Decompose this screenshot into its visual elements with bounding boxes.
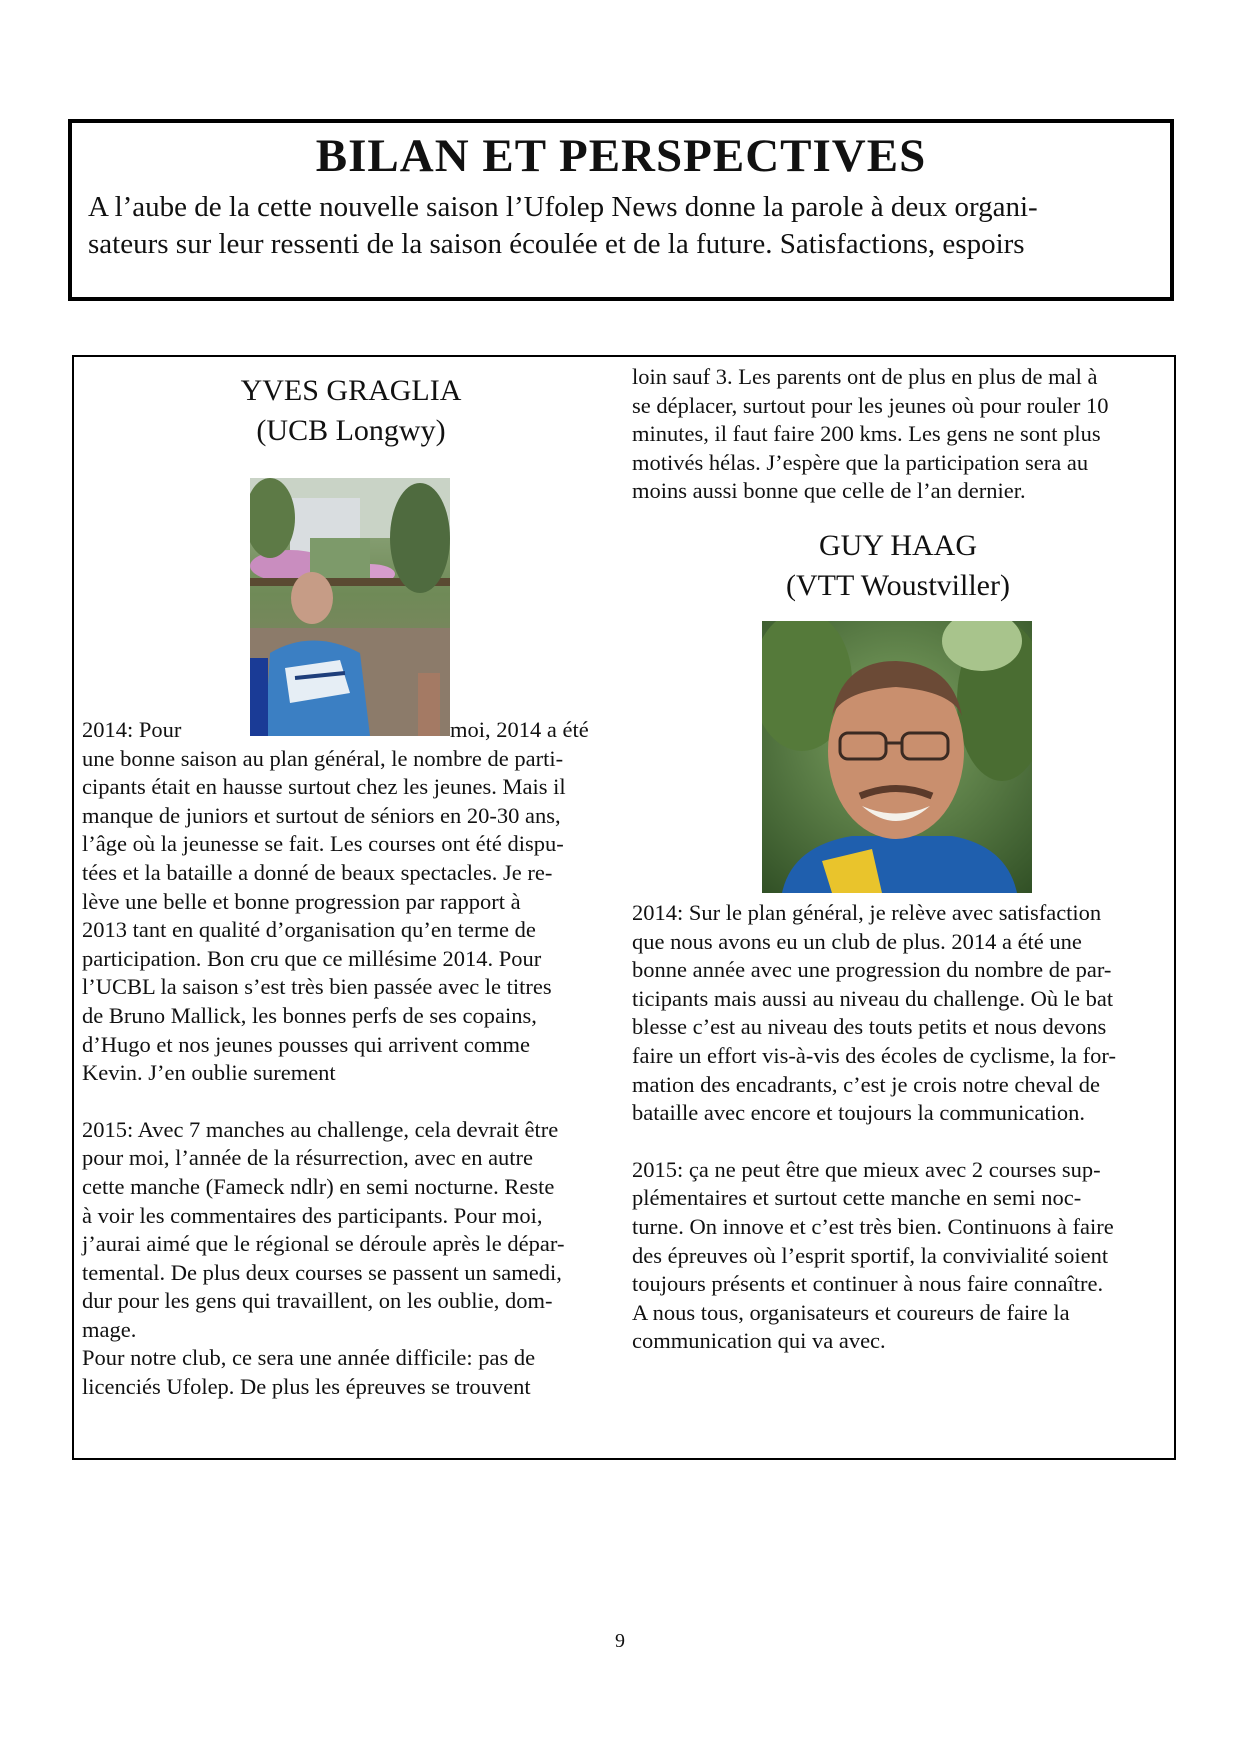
text-line: licenciés Ufolep. De plus les épreuves se trouvent [82, 1374, 531, 1400]
right-person-name: GUY HAAG [818, 528, 978, 562]
right-2015-paragraph [632, 1156, 1164, 1356]
left-portrait-photo [250, 478, 450, 736]
text-line: communication qui va avec. [632, 1328, 886, 1354]
text-line: turne. On innove et c’est très bien. Continuons à faire [632, 1213, 1114, 1239]
page-number: 9 [615, 1630, 625, 1652]
text-line: participation. Bon cru que ce millésime 2014. Pour [82, 945, 542, 971]
text-line: bataille avec encore et toujours la communication. [632, 1100, 1085, 1126]
text-line: manque de juniors et surtout de séniors en 20-30 ans, [82, 802, 561, 828]
text-line: dur pour les gens qui travaillent, on les oublie, dom- [82, 1288, 553, 1314]
text-line: pour moi, l’année de la résurrection, avec en autre [82, 1145, 534, 1171]
text-line: motivés hélas. J’espère que la participation sera au [632, 449, 1089, 475]
text-line: loin sauf 3. Les parents ont de plus en plus de mal à [632, 364, 1098, 389]
text-line: d’Hugo et nos jeunes pousses qui arrivent comme [82, 1031, 531, 1057]
page-title: BILAN ET PERSPECTIVES [315, 130, 927, 182]
text-line: l’âge où la jeunesse se fait. Les courses ont été dispu- [82, 831, 564, 857]
text-line: plémentaires et surtout cette manche en semi noc- [632, 1185, 1082, 1211]
text-line: des épreuves où l’esprit sportif, la convivialité soient [632, 1242, 1109, 1268]
article-box [72, 355, 1176, 1460]
left-2014-start: 2014: Pour [82, 717, 182, 742]
right-continuation-paragraph [632, 363, 1164, 506]
text-line: ticipants mais aussi au niveau du challenge. Où le bat [632, 985, 1114, 1011]
text-line: mage. [82, 1316, 137, 1342]
text-line: une bonne saison au plan général, le nombre de parti- [82, 745, 564, 771]
text-line: temental. De plus deux courses se passent un samedi, [82, 1259, 562, 1285]
right-2014-paragraph [632, 899, 1164, 1128]
right-portrait-photo [762, 621, 1164, 893]
text-line: minutes, il faut faire 200 kms. Les gens ne sont plus [632, 421, 1101, 447]
right-column [632, 357, 1164, 1356]
left-2014-after-photo: moi, 2014 a été [450, 717, 589, 742]
text-line: 2015: Avec 7 manches au challenge, cela devrait être [82, 1116, 559, 1142]
text-line: faire un effort vis-à-vis des écoles de cyclisme, la for- [632, 1042, 1116, 1068]
text-line: Pour notre club, ce sera une année difficile: pas de [82, 1345, 536, 1371]
text-line: cette manche (Fameck ndlr) en semi nocturne. Reste [82, 1173, 555, 1199]
text-line: bonne année avec une progression du nombre de par- [632, 957, 1112, 983]
text-line: tées et la bataille a donné de beaux spectacles. Je re- [82, 859, 553, 885]
intro-line-1: A l’aube de la cette nouvelle saison l’Ufolep News donne la parole à deux organi- [88, 190, 1038, 223]
text-line: 2014: Sur le plan général, je relève avec satisfaction [632, 899, 1102, 925]
intro-line-2: sateurs sur leur ressenti de la saison écoulée et de la future. Satisfactions, espoirs [88, 228, 1025, 261]
text-line: se déplacer, surtout pour les jeunes où pour rouler 10 [632, 392, 1109, 418]
left-person-name: YVES GRAGLIA [240, 374, 462, 407]
text-line: que nous avons eu un club de plus. 2014 a été une [632, 928, 1082, 954]
text-line: à voir les commentaires des participants. Pour moi, [82, 1202, 543, 1228]
text-line: mation des encadrants, c’est je crois notre cheval de [632, 1071, 1100, 1097]
text-line: Kevin. J’en oublie surement [82, 1060, 336, 1086]
text-line: de Bruno Mallick, les bonnes perfs de ses copains, [82, 1002, 537, 1028]
text-line: lève une belle et bonne progression par rapport à [82, 888, 521, 914]
intro-text [88, 189, 1154, 264]
header-box [68, 119, 1174, 301]
left-person-club: (UCB Longwy) [256, 414, 446, 447]
text-line: 2015: ça ne peut être que mieux avec 2 courses sup- [632, 1156, 1101, 1182]
text-line: toujours présents et continuer à nous faire connaître. [632, 1271, 1104, 1297]
left-2014-paragraph [82, 716, 620, 1088]
text-line: A nous tous, organisateurs et coureurs de faire la [632, 1299, 1070, 1325]
text-line: 2013 tant en qualité d’organisation qu’en terme de [82, 917, 536, 943]
right-person-club: (VTT Woustviller) [786, 568, 1010, 602]
text-line: moins aussi bonne que celle de l’an dernier. [632, 478, 1026, 504]
left-2015-paragraph [82, 1116, 620, 1402]
text-line: l’UCBL la saison s’est très bien passée avec le titres [82, 974, 552, 1000]
text-line: j’aurai aimé que le régional se déroule après le dépar- [82, 1231, 565, 1257]
text-line: blesse c’est au niveau des touts petits et nous devons [632, 1014, 1107, 1040]
left-column [82, 357, 620, 1402]
text-line: cipants était en hausse surtout chez les jeunes. Mais il [82, 774, 566, 800]
